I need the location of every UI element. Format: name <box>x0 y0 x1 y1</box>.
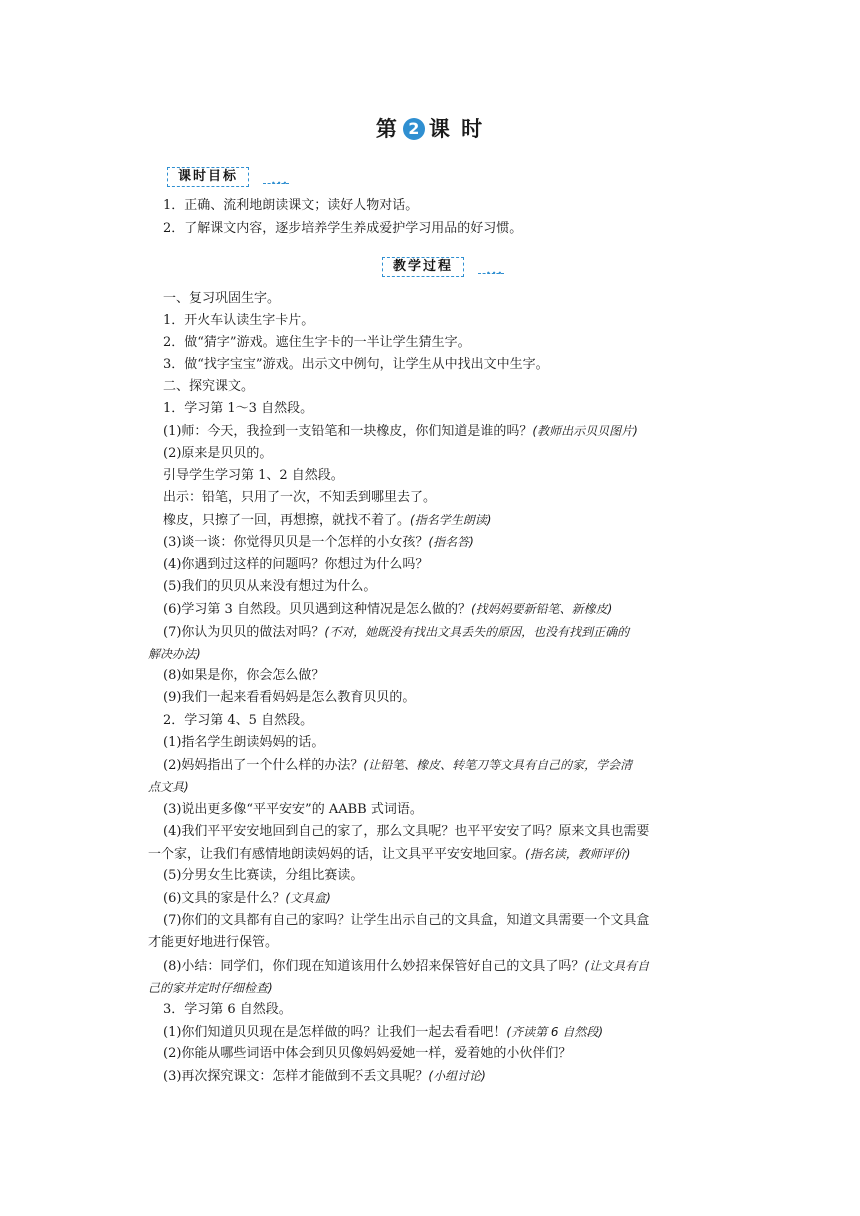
paragraph-continuation <box>148 778 189 797</box>
paragraph: 出示：铅笔，只用了一次，不知丢到哪里去了。 <box>163 490 437 505</box>
section-heading: 二、探究课文。 <box>163 379 255 394</box>
lesson-title <box>0 113 860 143</box>
teacher-note: 己的家并定时仔细检查) <box>148 981 273 995</box>
teacher-note: (小组讨论) <box>428 1069 486 1083</box>
step-item: 2．做“猜字”游戏。遮住生字卡的一半让学生猜生字。 <box>163 335 471 350</box>
paragraph <box>163 600 612 619</box>
paragraph: (9)我们一起来看看妈妈是怎么教育贝贝的。 <box>163 690 416 705</box>
paragraph-text: (2)妈妈指出了一个什么样的办法？ <box>163 758 364 773</box>
paragraph <box>163 889 331 908</box>
teacher-note: 点文具) <box>148 780 189 794</box>
teacher-note: (不对，她既没有找出文具丢失的原因，也没有找到正确的 <box>324 625 630 639</box>
paragraph: (2)你能从哪些词语中体会到贝贝像妈妈爱她一样，爱着她的小伙伴们？ <box>163 1046 572 1061</box>
paragraph <box>163 1067 486 1086</box>
paragraph-text: (1)你们知道贝贝现在是怎样做的吗？让我们一起去看看吧！ <box>163 1025 507 1040</box>
paragraph-text: (1)师：今天，我捡到一支铅笔和一块橡皮，你们知道是谁的吗？ <box>163 424 533 439</box>
paragraph-continuation: 才能更好地进行保管。 <box>148 935 279 950</box>
step-heading: 3．学习第 6 自然段。 <box>163 1002 292 1017</box>
paragraph: 引导学生学习第 1、2 自然段。 <box>163 468 344 483</box>
teacher-note: (齐读第 6 自然段) <box>506 1025 604 1039</box>
paragraph: (2)原来是贝贝的。 <box>163 446 273 461</box>
step-heading: 1．学习第 1～3 自然段。 <box>163 401 314 416</box>
badge-goals-label: 课时目标 <box>167 167 249 187</box>
paragraph: (5)我们的贝贝从来没有想过为什么。 <box>163 579 377 594</box>
paragraph: (5)分男女生比赛读，分组比赛读。 <box>163 868 364 883</box>
paragraph: (4)我们平平安安地回到自己的家了，那么文具呢？也平平安安了吗？原来文具也需要 <box>163 824 650 839</box>
step-item: 1．开火车认读生字卡片。 <box>163 313 315 328</box>
teacher-note: (指名学生朗读) <box>410 513 492 527</box>
paragraph-text: (8)小结：同学们，你们现在知道该用什么妙招来保管好自己的文具了吗？ <box>163 959 585 974</box>
paragraph-continuation <box>148 645 201 664</box>
paragraph-text: 一个家，让我们有感情地朗读妈妈的话，让文具平平安安地回家。 <box>148 847 526 862</box>
paragraph-text: (3)谈一谈：你觉得贝贝是一个怎样的小女孩？ <box>163 535 429 550</box>
paragraph <box>163 623 629 642</box>
title-prefix: 第 <box>375 117 399 141</box>
paragraph: (1)指名学生朗读妈妈的话。 <box>163 735 325 750</box>
badge-dots-icon: ••• <box>271 179 289 188</box>
lesson-number-badge: 2 <box>403 118 425 140</box>
title-suffix: 课 时 <box>428 117 485 141</box>
paragraph-text: (6)学习第 3 自然段。贝贝遇到这种情况是怎么做的？ <box>163 602 471 617</box>
teacher-note: (让文具有自 <box>584 959 650 973</box>
paragraph: (4)你遇到过这样的问题吗？你想过为什么吗？ <box>163 557 429 572</box>
section-badge-goals <box>167 167 292 187</box>
paragraph-continuation <box>148 979 273 998</box>
paragraph: (3)说出更多像“平平安安”的 AABB 式词语。 <box>163 802 423 817</box>
teacher-note: (指名读，教师评价) <box>525 847 631 861</box>
paragraph <box>163 422 638 441</box>
paragraph <box>163 1023 603 1042</box>
paragraph <box>163 511 491 530</box>
badge-process-label: 教学过程 <box>382 257 464 277</box>
paragraph-text: (3)再次探究课文：怎样才能做到不丢文具呢？ <box>163 1069 429 1084</box>
paragraph-continuation <box>148 845 630 864</box>
paragraph <box>163 756 632 775</box>
paragraph-text: 橡皮，只擦了一回，再想擦，就找不着了。 <box>163 513 411 528</box>
teacher-note: (教师出示贝贝图片) <box>532 424 638 438</box>
teacher-note: (文具盒) <box>285 891 331 905</box>
section-badge-process <box>382 257 507 277</box>
goal-item: 2．了解课文内容，逐步培养学生养成爱护学习用品的好习惯。 <box>163 221 523 236</box>
section-heading: 一、复习巩固生字。 <box>163 291 281 306</box>
badge-dots-icon: ••• <box>486 269 504 278</box>
paragraph-text: (7)你认为贝贝的做法对吗？ <box>163 625 325 640</box>
paragraph <box>163 957 649 976</box>
paragraph <box>163 533 474 552</box>
teacher-note: 解决办法) <box>148 647 201 661</box>
goal-item: 1．正确、流利地朗读课文；读好人物对话。 <box>163 198 419 213</box>
paragraph: (8)如果是你，你会怎么做？ <box>163 668 325 683</box>
teacher-note: (找妈妈要新铅笔、新橡皮) <box>470 602 613 616</box>
teacher-note: (让铅笔、橡皮、转笔刀等文具有自己的家，学会清 <box>363 758 633 772</box>
step-item: 3．做“找字宝宝”游戏。出示文中例句，让学生从中找出文中生字。 <box>163 357 549 372</box>
paragraph: (7)你们的文具都有自己的家吗？让学生出示自己的文具盒，知道文具需要一个文具盒 <box>163 913 650 928</box>
teacher-note: (指名答) <box>428 535 474 549</box>
paragraph-text: (6)文具的家是什么？ <box>163 891 286 906</box>
step-heading: 2．学习第 4、5 自然段。 <box>163 713 314 728</box>
